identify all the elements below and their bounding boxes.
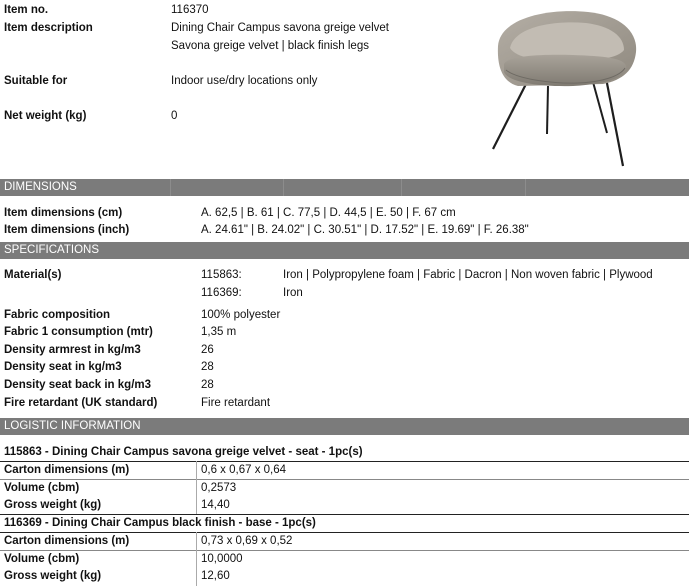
dimensions-title: DIMENSIONS: [4, 181, 77, 193]
divider-line: [0, 550, 689, 551]
item-no-value: 116370: [171, 4, 209, 16]
gross-weight-label: Gross weight (kg): [4, 570, 102, 582]
carton-dimensions-value: 0,73 x 0,69 x 0,52: [201, 535, 293, 547]
volume-value: 0,2573: [201, 482, 237, 494]
volume-label: Volume (cbm): [4, 482, 80, 494]
carton-dimensions-label: Carton dimensions (m): [4, 464, 130, 476]
column-separator: [196, 461, 197, 514]
divider-line: [0, 514, 689, 515]
dimensions-cm-value: A. 62,5 | B. 61 | C. 77,5 | D. 44,5 | E. 50 | F. 67 cm: [201, 207, 456, 219]
spec-row-value: 26: [201, 344, 214, 356]
bar-divider: [525, 179, 526, 196]
spec-row-label: Fabric 1 consumption (mtr): [4, 326, 153, 338]
material-code: 116369:: [201, 287, 242, 299]
gross-weight-label: Gross weight (kg): [4, 499, 102, 511]
bar-divider: [170, 179, 171, 196]
carton-dimensions-value: 0,6 x 0,67 x 0,64: [201, 464, 287, 476]
net-weight-label: Net weight (kg): [4, 110, 87, 122]
divider-line: [0, 479, 689, 480]
spec-row-value: 28: [201, 379, 214, 391]
suitable-for-value: Indoor use/dry locations only: [171, 75, 318, 87]
spec-row-label: Density seat in kg/m3: [4, 361, 122, 373]
divider-line: [0, 532, 689, 533]
spec-row-label: Fire retardant (UK standard): [4, 397, 158, 409]
bar-divider: [401, 179, 402, 196]
spec-row-label: Density armrest in kg/m3: [4, 344, 141, 356]
specifications-title: SPECIFICATIONS: [4, 244, 99, 256]
specifications-section-bar: [0, 242, 689, 259]
spec-row-value: 100% polyester: [201, 309, 281, 321]
carton-dimensions-label: Carton dimensions (m): [4, 535, 130, 547]
volume-label: Volume (cbm): [4, 553, 80, 565]
gross-weight-value: 14,40: [201, 499, 230, 511]
suitable-for-label: Suitable for: [4, 75, 68, 87]
dimensions-inch-value: A. 24.61" | B. 24.02" | C. 30.51" | D. 17.52" | E. 19.69" | F. 26.38": [201, 224, 529, 236]
logistic-group-heading: 115863 - Dining Chair Campus savona greige velvet - seat - 1pc(s): [4, 446, 363, 458]
item-description-line1: Dining Chair Campus savona greige velvet: [171, 22, 389, 34]
net-weight-value: 0: [171, 110, 178, 122]
spec-row-label: Density seat back in kg/m3: [4, 379, 152, 391]
dimensions-section-bar: [0, 179, 689, 196]
chair-product-image: [478, 6, 678, 170]
spec-row-value: 28: [201, 361, 214, 373]
volume-value: 10,0000: [201, 553, 243, 565]
divider-line: [0, 461, 689, 462]
material-value: Iron: [283, 287, 303, 299]
column-separator: [196, 532, 197, 586]
material-value: Iron | Polypropylene foam | Fabric | Dacron | Non woven fabric | Plywood: [283, 269, 653, 281]
item-description-label: Item description: [4, 22, 93, 34]
item-description-line2: Savona greige velvet | black finish legs: [171, 40, 369, 52]
logistic-title: LOGISTIC INFORMATION: [4, 420, 141, 432]
item-no-label: Item no.: [4, 4, 49, 16]
material-code: 115863:: [201, 269, 242, 281]
dimensions-inch-label: Item dimensions (inch): [4, 224, 130, 236]
spec-row-value: 1,35 m: [201, 326, 237, 338]
materials-label: Material(s): [4, 269, 62, 281]
logistic-section-bar: [0, 418, 689, 435]
bar-divider: [283, 179, 284, 196]
dimensions-cm-label: Item dimensions (cm): [4, 207, 123, 219]
spec-row-label: Fabric composition: [4, 309, 111, 321]
spec-row-value: Fire retardant: [201, 397, 271, 409]
gross-weight-value: 12,60: [201, 570, 230, 582]
logistic-group-heading: 116369 - Dining Chair Campus black finish - base - 1pc(s): [4, 517, 316, 529]
